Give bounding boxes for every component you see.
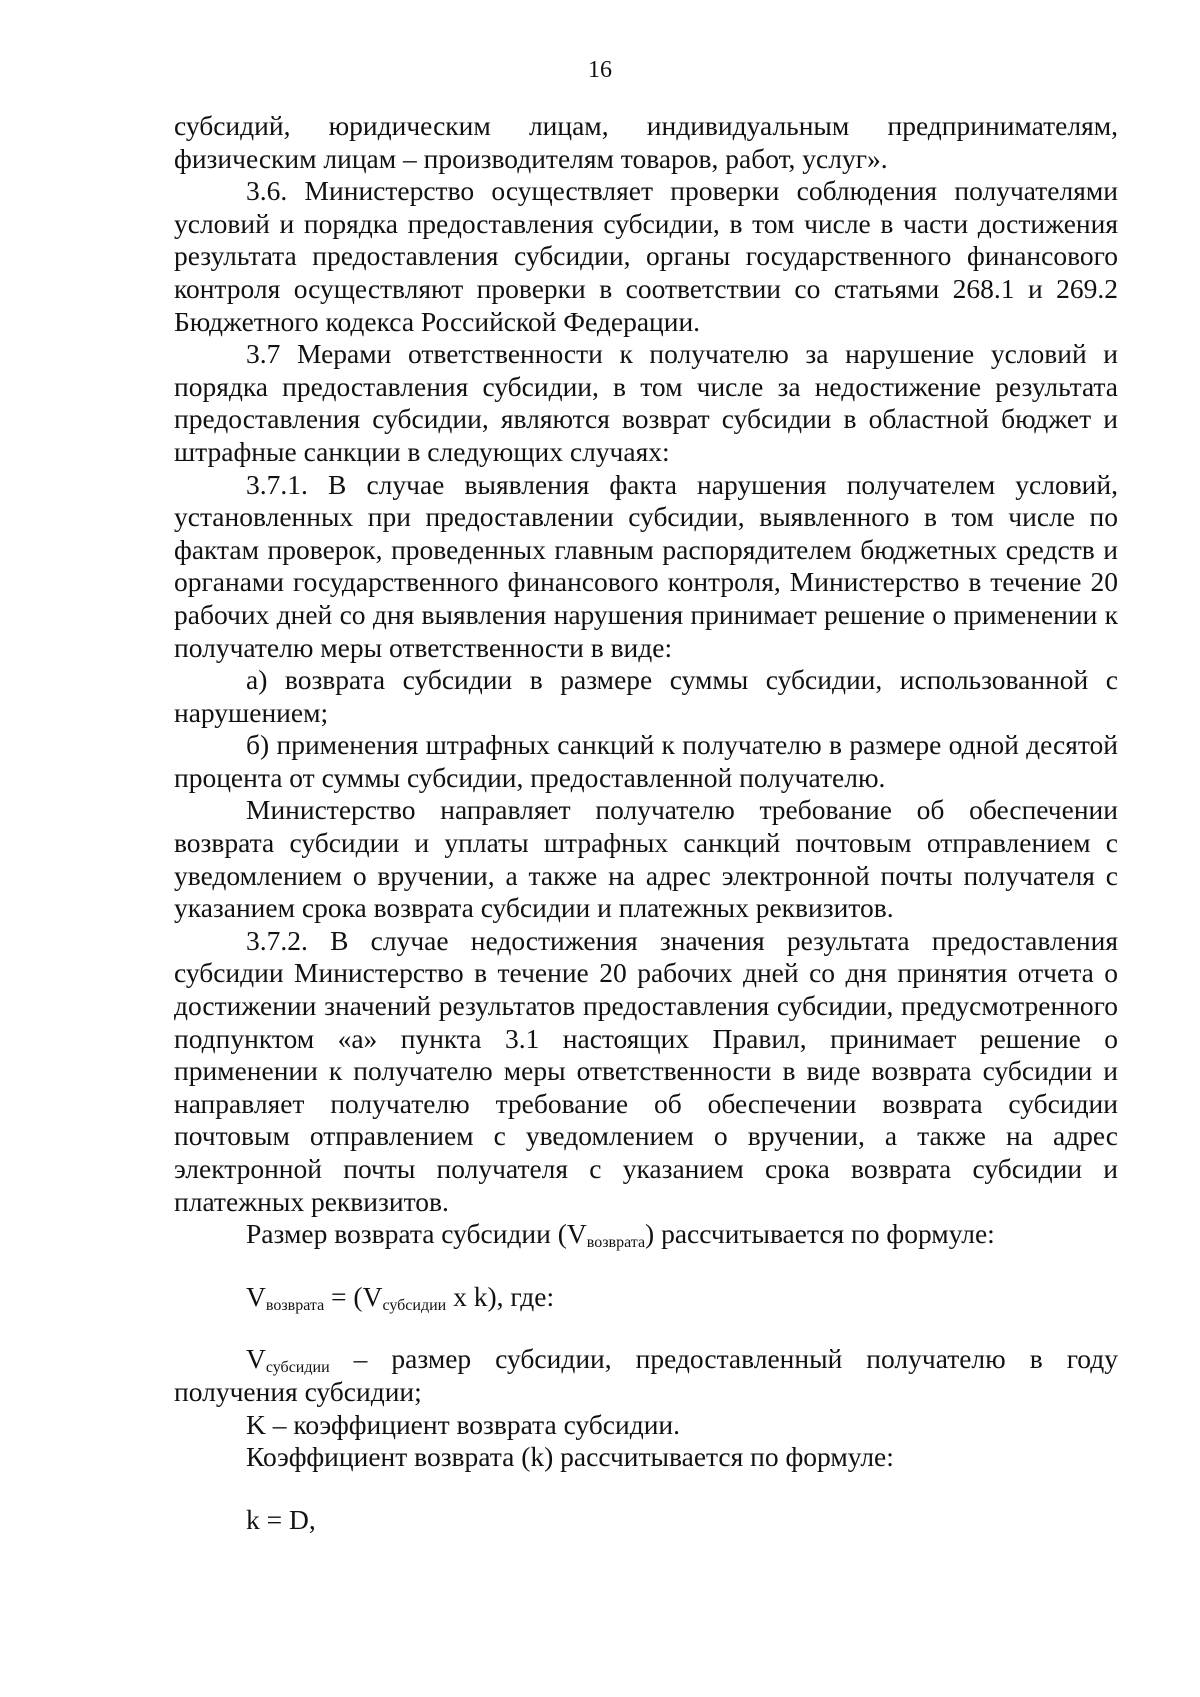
formula-equals: = (V [324,1280,383,1312]
document-body [174,110,1118,1536]
formula-intro-after: ) рассчитывается по формуле: [645,1218,995,1250]
definition-k: K – коэффициент возврата субсидии. [246,1408,681,1440]
k-formula-intro: Коэффициент возврата (k) рассчитывается по формуле: [246,1441,894,1473]
formula-subscript-subsidy: субсидии [382,1296,447,1314]
formula-k: k = D, [246,1503,316,1535]
definition-v-text: – размер субсидии, предоставленный получателю в году получения субсидии; [174,1343,1118,1407]
definition-v-subsidy [174,1343,1118,1408]
definition-v-symbol: V [246,1343,266,1375]
formula-tail: x k), где: [446,1280,555,1312]
paragraph-3-7: 3.7 Мерами ответственности к получателю за нарушение условий и порядка предоставления субсидии, в том числе за недостижение результата предоставления субсидии, являются возврат субсидии в областной бюджет и штрафные санкции в следующих случаях: [174,338,1118,467]
paragraph-3-6: 3.6. Министерство осуществляет проверки соблюдения получателями условий и порядка предоставления субсидии, в том числе в части достижения результата предоставления субсидии, органы государственного финансового контроля осуществляют проверки в соответствии со статьями 268.1 и 269.2 Бюджетного кодекса Российской Федерации. [174,175,1118,337]
paragraph-3-7-2: 3.7.2. В случае недостижения значения результата предоставления субсидии Министерство в течение 20 рабочих дней со дня принятия отчета о достижении значений результатов предоставления субсидии, предусмотренного подпунктом «а» пункта 3.1 настоящих Правил, принимает решение о применении к получателю меры ответственности в виде возврата субсидии и направляет получателю требование об обеспечении возврата субсидии почтовым отправлением с уведомлением о вручении, а также на адрес электронной почты получателя с указанием срока возврата субсидии и платежных реквизитов. [174,924,1118,1217]
formula-intro [174,1218,1118,1251]
paragraph-requirement: Министерство направляет получателю требование об обеспечении возврата субсидии и уплаты штрафных санкций почтовым отправлением с уведомлением о вручении, а также на адрес электронной почты получателя с указанием срока возврата субсидии и платежных реквизитов. [174,794,1118,924]
formula-subscript-return: возврата [265,1296,325,1314]
formula-intro-subscript: возврата [586,1234,646,1252]
formula-return-amount [174,1281,1118,1314]
subitem-b: б) применения штрафных санкций к получателю в размере одной десятой процента от суммы субсидии, предоставленной получателю. [174,729,1118,793]
page-number: 16 [588,57,612,83]
subitem-a: а) возврата субсидии в размере суммы субсидии, использованной с нарушением; [174,664,1118,728]
formula-intro-before: Размер возврата субсидии (V [246,1218,587,1250]
paragraph-3-7-1: 3.7.1. В случае выявления факта нарушения получателем условий, установленных при предоставлении субсидии, выявленного в том числе по фактам проверок, проведенных главным распорядителем бюджетных средств и органами государственного финансового контроля, Министерство в течение 20 рабочих дней со дня выявления нарушения принимает решение о применении к получателю меры ответственности в виде: [174,468,1118,663]
formula-v-symbol: V [246,1280,266,1312]
paragraph-continuation: субсидий, юридическим лицам, индивидуальным предпринимателям, физическим лицам – производителям товаров, работ, услуг». [174,110,1118,174]
definition-v-subscript: субсидии [265,1359,330,1377]
